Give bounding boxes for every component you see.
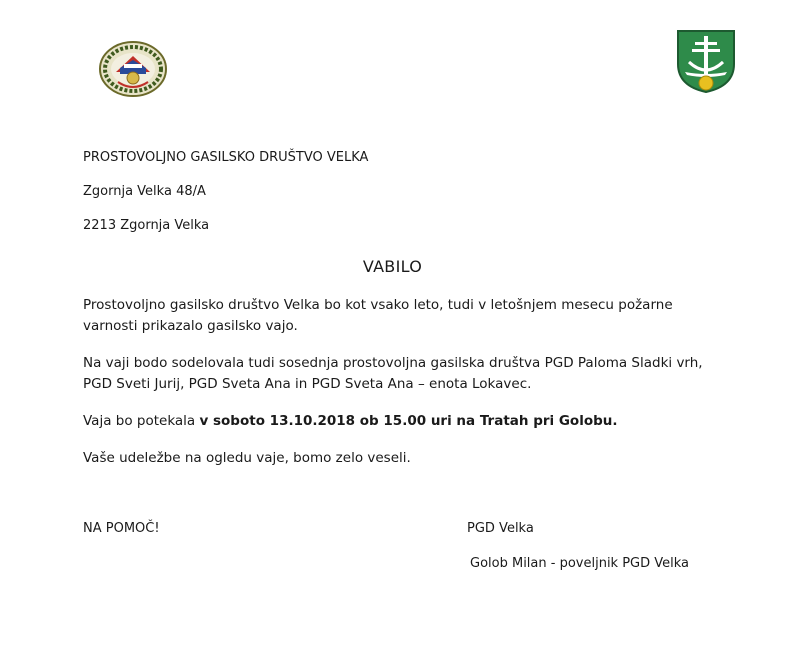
greeting: NA POMOČ! <box>83 521 160 536</box>
address-line-1: Zgornja Velka 48/A <box>83 184 206 199</box>
paragraph-date-prefix: Vaja bo potekala <box>83 413 200 429</box>
signature-name: Golob Milan - poveljnik PGD Velka <box>470 556 690 571</box>
paragraph-closing: Vaše udeležbe na ogledu vaje, bomo zelo veseli. <box>83 450 411 466</box>
paragraph-date-details: v soboto 13.10.2018 ob 15.00 uri na Tratah pri Golobu. <box>199 413 618 429</box>
organization-name: PROSTOVOLJNO GASILSKO DRUŠTVO VELKA <box>83 150 369 165</box>
paragraph-date <box>83 411 723 432</box>
document-title: VABILO <box>362 257 423 276</box>
signature-organization: PGD Velka <box>467 521 534 536</box>
municipal-coat-of-arms-icon <box>675 28 737 94</box>
paragraph-participants: Na vaji bodo sodelovala tudi sosednja prostovoljna gasilska društva PGD Paloma Sladki vrh, PGD Sveti Jurij, PGD Sveta Ana in PGD Sveta Ana – enota Lokavec. <box>83 355 703 392</box>
address-line-2: 2213 Zgornja Velka <box>83 218 210 233</box>
paragraph-intro: Prostovoljno gasilsko društvo Velka bo kot vsako leto, tudi v letošnjem mesecu požarne varnosti prikazalo gasilsko vajo. <box>83 297 673 334</box>
firefighter-badge-icon <box>94 38 172 98</box>
